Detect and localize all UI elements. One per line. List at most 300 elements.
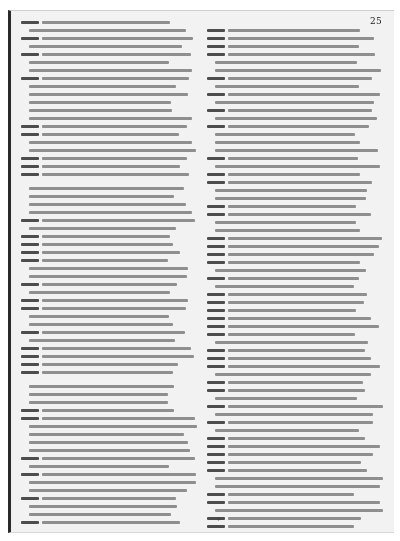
directory-entry xyxy=(207,507,383,515)
entry-text-line xyxy=(42,243,173,246)
entry-text-line xyxy=(29,465,169,468)
entry-text-line xyxy=(228,261,360,264)
entry-surname-mark xyxy=(21,331,39,334)
directory-entry xyxy=(21,225,197,233)
entry-text-line xyxy=(42,457,195,460)
entry-surname-mark xyxy=(21,347,39,350)
entry-surname-mark xyxy=(207,173,225,176)
entry-text-line xyxy=(228,421,373,424)
entry-surname-mark xyxy=(21,219,39,222)
entry-text-line xyxy=(42,165,180,168)
directory-entry xyxy=(21,345,197,353)
entry-text-line xyxy=(42,37,193,40)
entry-text-line xyxy=(228,317,371,320)
entry-text-line xyxy=(29,101,171,104)
entry-text-line xyxy=(42,409,174,412)
entry-text-line xyxy=(29,449,190,452)
entry-text-line xyxy=(215,197,366,200)
entry-text-line xyxy=(29,195,174,198)
entry-text-line xyxy=(215,269,366,272)
directory-entry xyxy=(207,75,383,83)
entry-text-line xyxy=(42,53,191,56)
directory-entry xyxy=(207,459,383,467)
directory-entry xyxy=(21,313,197,321)
entry-surname-mark xyxy=(207,501,225,504)
entry-text-line xyxy=(29,141,192,144)
entry-text-line xyxy=(228,53,375,56)
directory-entry xyxy=(21,321,197,329)
entry-text-line xyxy=(228,493,354,496)
entry-text-line xyxy=(228,37,374,40)
entry-text-line xyxy=(42,133,179,136)
entry-text-line xyxy=(228,445,380,448)
directory-entry xyxy=(207,67,383,75)
entry-surname-mark xyxy=(21,133,39,136)
entry-surname-mark xyxy=(21,53,39,56)
entry-text-line xyxy=(42,497,176,500)
directory-entry xyxy=(21,257,197,265)
entry-surname-mark xyxy=(21,77,39,80)
directory-entry xyxy=(207,35,383,43)
directory-entry xyxy=(207,483,383,491)
directory-entry xyxy=(21,447,197,455)
directory-entry xyxy=(21,439,197,447)
entry-surname-mark xyxy=(207,333,225,336)
directory-entry xyxy=(21,329,197,337)
directory-entry xyxy=(21,35,197,43)
directory-entry xyxy=(21,431,197,439)
directory-entry xyxy=(207,91,383,99)
entry-text-line xyxy=(215,397,357,400)
directory-entry xyxy=(21,289,197,297)
entry-surname-mark xyxy=(21,21,39,24)
entry-text-line xyxy=(42,331,185,334)
directory-entry xyxy=(207,291,383,299)
directory-entry xyxy=(207,307,383,315)
directory-entry xyxy=(207,523,383,531)
entry-text-line xyxy=(215,229,360,232)
entry-text-line xyxy=(215,485,380,488)
directory-entry xyxy=(21,471,197,479)
directory-entry xyxy=(21,305,197,313)
directory-entry xyxy=(21,19,197,27)
directory-entry xyxy=(207,43,383,51)
entry-surname-mark xyxy=(21,409,39,412)
entry-text-line xyxy=(42,355,194,358)
entry-text-line xyxy=(228,245,379,248)
entry-text-line xyxy=(215,101,374,104)
entry-text-line xyxy=(42,473,196,476)
entry-surname-mark xyxy=(207,29,225,32)
entry-surname-mark xyxy=(207,37,225,40)
entry-surname-mark xyxy=(207,357,225,360)
entry-surname-mark xyxy=(207,205,225,208)
entry-surname-mark xyxy=(21,371,39,374)
directory-entry xyxy=(21,155,197,163)
entry-text-line xyxy=(29,267,188,270)
directory-column-left xyxy=(21,19,197,527)
entry-text-line xyxy=(29,203,186,206)
directory-entry xyxy=(21,519,197,527)
directory-entry xyxy=(207,131,383,139)
entry-text-line xyxy=(215,341,368,344)
entry-text-line xyxy=(215,133,355,136)
directory-entry xyxy=(207,347,383,355)
entry-text-line xyxy=(228,213,371,216)
entry-text-line xyxy=(29,505,177,508)
entry-text-line xyxy=(42,125,187,128)
directory-entry xyxy=(21,415,197,423)
directory-entry xyxy=(207,355,383,363)
directory-entry xyxy=(21,353,197,361)
directory-entry xyxy=(21,83,197,91)
entry-surname-mark xyxy=(21,497,39,500)
directory-entry xyxy=(21,139,197,147)
entry-text-line xyxy=(215,149,378,152)
directory-entry xyxy=(21,171,197,179)
entry-text-line xyxy=(29,489,187,492)
entry-text-line xyxy=(228,277,359,280)
directory-entry xyxy=(207,403,383,411)
directory-entry xyxy=(21,463,197,471)
entry-text-line xyxy=(228,45,359,48)
entry-surname-mark xyxy=(207,349,225,352)
entry-text-line xyxy=(228,325,379,328)
entry-surname-mark xyxy=(207,93,225,96)
entry-text-line xyxy=(29,339,175,342)
directory-entry xyxy=(207,243,383,251)
directory-entry xyxy=(21,201,197,209)
entry-text-line xyxy=(228,357,371,360)
scanned-directory-page xyxy=(8,10,394,533)
directory-entry xyxy=(21,185,197,193)
entry-surname-mark xyxy=(21,173,39,176)
entry-surname-mark xyxy=(207,53,225,56)
entry-surname-mark xyxy=(21,125,39,128)
directory-entry xyxy=(21,361,197,369)
entry-surname-mark xyxy=(21,259,39,262)
entry-text-line xyxy=(42,235,170,238)
entry-text-line xyxy=(42,371,173,374)
entry-surname-mark xyxy=(207,213,225,216)
entry-surname-mark xyxy=(21,251,39,254)
entry-text-line xyxy=(29,29,186,32)
directory-entry xyxy=(21,487,197,495)
directory-entry xyxy=(207,219,383,227)
directory-entry xyxy=(21,51,197,59)
directory-entry xyxy=(207,179,383,187)
directory-entry xyxy=(207,475,383,483)
directory-entry xyxy=(207,235,383,243)
directory-entry xyxy=(21,123,197,131)
entry-surname-mark xyxy=(21,235,39,238)
entry-text-line xyxy=(228,461,361,464)
entry-text-line xyxy=(215,85,359,88)
entry-surname-mark xyxy=(21,473,39,476)
directory-entry xyxy=(21,503,197,511)
entry-text-line xyxy=(228,333,355,336)
directory-entry xyxy=(207,283,383,291)
entry-text-line xyxy=(228,525,354,528)
entry-text-line xyxy=(42,299,188,302)
entry-text-line xyxy=(29,481,196,484)
entry-text-line xyxy=(228,349,365,352)
directory-entry xyxy=(21,233,197,241)
entry-text-line xyxy=(228,389,365,392)
directory-entry xyxy=(21,249,197,257)
directory-entry xyxy=(207,163,383,171)
entry-text-line xyxy=(215,477,383,480)
directory-entry xyxy=(21,67,197,75)
directory-entry xyxy=(21,407,197,415)
entry-surname-mark xyxy=(207,245,225,248)
entry-text-line xyxy=(29,85,176,88)
entry-surname-mark xyxy=(207,381,225,384)
entry-text-line xyxy=(215,373,371,376)
entry-surname-mark xyxy=(207,301,225,304)
directory-entry xyxy=(21,27,197,35)
entry-text-line xyxy=(228,77,372,80)
entry-surname-mark xyxy=(21,37,39,40)
directory-entry xyxy=(207,419,383,427)
entry-text-line xyxy=(215,509,383,512)
directory-entry xyxy=(21,391,197,399)
entry-text-line xyxy=(29,425,197,428)
directory-entry xyxy=(21,217,197,225)
entry-text-line xyxy=(42,417,195,420)
entry-text-line xyxy=(228,501,380,504)
entry-surname-mark xyxy=(207,421,225,424)
entry-text-line xyxy=(228,301,364,304)
entry-text-line xyxy=(228,29,360,32)
entry-text-line xyxy=(29,211,192,214)
entry-surname-mark xyxy=(21,165,39,168)
entry-text-line xyxy=(228,173,360,176)
directory-entry xyxy=(207,331,383,339)
entry-surname-mark xyxy=(207,277,225,280)
entry-text-line xyxy=(42,251,180,254)
directory-entry xyxy=(21,193,197,201)
entry-surname-mark xyxy=(207,317,225,320)
directory-entry xyxy=(207,395,383,403)
directory-entry xyxy=(207,427,383,435)
directory-entry xyxy=(21,369,197,377)
entry-text-line xyxy=(215,141,360,144)
entry-surname-mark xyxy=(207,109,225,112)
entry-text-line xyxy=(42,173,189,176)
entry-text-line xyxy=(29,149,196,152)
directory-entry xyxy=(207,123,383,131)
directory-entry xyxy=(21,43,197,51)
entry-surname-mark xyxy=(21,363,39,366)
directory-entry xyxy=(207,299,383,307)
directory-entry xyxy=(21,337,197,345)
entry-surname-mark xyxy=(21,299,39,302)
directory-entry xyxy=(207,107,383,115)
entry-text-line xyxy=(42,259,168,262)
entry-text-line xyxy=(215,221,356,224)
entry-surname-mark xyxy=(21,307,39,310)
entry-surname-mark xyxy=(207,77,225,80)
directory-entry xyxy=(21,131,197,139)
directory-entry xyxy=(21,281,197,289)
directory-entry xyxy=(207,27,383,35)
directory-entry xyxy=(207,411,383,419)
entry-surname-mark xyxy=(207,389,225,392)
entry-text-line xyxy=(42,283,177,286)
directory-entry xyxy=(207,251,383,259)
entry-surname-mark xyxy=(21,157,39,160)
entry-text-line xyxy=(215,117,377,120)
entry-text-line xyxy=(29,227,176,230)
directory-entry xyxy=(21,511,197,519)
directory-entry xyxy=(21,241,197,249)
entry-surname-mark xyxy=(207,157,225,160)
entry-text-line xyxy=(29,109,172,112)
entry-text-line xyxy=(228,253,374,256)
entry-text-line xyxy=(42,347,191,350)
directory-entry xyxy=(21,91,197,99)
entry-surname-mark xyxy=(207,517,225,520)
directory-entry xyxy=(21,423,197,431)
directory-entry xyxy=(207,187,383,195)
entry-surname-mark xyxy=(207,365,225,368)
entry-surname-mark xyxy=(207,493,225,496)
entry-text-line xyxy=(29,275,187,278)
directory-entry xyxy=(207,267,383,275)
entry-text-line xyxy=(42,219,195,222)
directory-entry xyxy=(207,363,383,371)
directory-entry xyxy=(207,379,383,387)
directory-entry xyxy=(21,455,197,463)
entry-text-line xyxy=(29,393,168,396)
entry-surname-mark xyxy=(21,417,39,420)
directory-entry xyxy=(207,339,383,347)
entry-text-line xyxy=(42,307,186,310)
entry-surname-mark xyxy=(207,453,225,456)
entry-surname-mark xyxy=(21,355,39,358)
entry-surname-mark xyxy=(21,457,39,460)
footnote-marker: * xyxy=(217,517,221,525)
directory-entry xyxy=(21,297,197,305)
entry-text-line xyxy=(215,429,359,432)
entry-text-line xyxy=(228,181,372,184)
entry-surname-mark xyxy=(21,283,39,286)
entry-surname-mark xyxy=(207,253,225,256)
entry-text-line xyxy=(29,187,184,190)
directory-entry xyxy=(21,107,197,115)
directory-entry xyxy=(21,99,197,107)
entry-text-line xyxy=(228,365,380,368)
directory-entry xyxy=(21,265,197,273)
entry-text-line xyxy=(228,125,369,128)
entry-text-line xyxy=(29,45,182,48)
entry-surname-mark xyxy=(207,293,225,296)
directory-entry xyxy=(21,163,197,171)
directory-entry xyxy=(21,495,197,503)
entry-text-line xyxy=(29,117,192,120)
directory-entry xyxy=(207,491,383,499)
directory-entry xyxy=(207,99,383,107)
entry-text-line xyxy=(228,109,372,112)
entry-text-line xyxy=(228,93,380,96)
entry-surname-mark xyxy=(207,461,225,464)
entry-text-line xyxy=(29,323,173,326)
entry-text-line xyxy=(228,309,356,312)
directory-entry xyxy=(21,273,197,281)
entry-surname-mark xyxy=(207,309,225,312)
directory-entry xyxy=(207,451,383,459)
entry-text-line xyxy=(215,189,367,192)
directory-entry xyxy=(207,59,383,67)
entry-surname-mark xyxy=(207,325,225,328)
directory-entry xyxy=(207,467,383,475)
entry-text-line xyxy=(215,285,354,288)
directory-entry xyxy=(21,479,197,487)
entry-text-line xyxy=(42,77,189,80)
entry-surname-mark xyxy=(207,405,225,408)
directory-entry xyxy=(21,147,197,155)
entry-surname-mark xyxy=(207,437,225,440)
entry-text-line xyxy=(228,453,373,456)
directory-entry xyxy=(21,115,197,123)
directory-entry xyxy=(21,399,197,407)
entry-text-line xyxy=(215,61,357,64)
entry-text-line xyxy=(29,513,171,516)
entry-text-line xyxy=(29,433,184,436)
entry-text-line xyxy=(42,157,187,160)
directory-entry xyxy=(207,139,383,147)
entry-text-line xyxy=(29,441,188,444)
directory-entry xyxy=(21,383,197,391)
entry-text-line xyxy=(29,385,174,388)
entry-text-line xyxy=(42,21,170,24)
directory-entry xyxy=(207,155,383,163)
entry-text-line xyxy=(215,165,380,168)
directory-entry xyxy=(207,315,383,323)
directory-entry xyxy=(21,59,197,67)
directory-entry xyxy=(207,195,383,203)
directory-entry xyxy=(207,211,383,219)
directory-entry xyxy=(21,209,197,217)
entry-text-line xyxy=(215,69,381,72)
directory-entry xyxy=(207,203,383,211)
directory-column-right xyxy=(207,27,383,531)
entry-text-line xyxy=(29,93,188,96)
entry-text-line xyxy=(228,469,367,472)
entry-text-line xyxy=(29,61,169,64)
entry-text-line xyxy=(42,363,178,366)
directory-entry xyxy=(207,435,383,443)
directory-entry xyxy=(207,115,383,123)
directory-entry xyxy=(207,227,383,235)
entry-surname-mark xyxy=(207,125,225,128)
directory-entry xyxy=(207,323,383,331)
entry-text-line xyxy=(42,521,180,524)
entry-surname-mark xyxy=(21,521,39,524)
directory-entry xyxy=(207,371,383,379)
entry-text-line xyxy=(29,315,169,318)
directory-entry xyxy=(207,83,383,91)
entry-text-line xyxy=(228,237,382,240)
entry-text-line xyxy=(215,413,373,416)
entry-text-line xyxy=(29,401,168,404)
entry-surname-mark xyxy=(207,469,225,472)
entry-text-line xyxy=(228,157,358,160)
entry-surname-mark xyxy=(207,181,225,184)
directory-entry xyxy=(207,499,383,507)
entry-text-line xyxy=(228,405,383,408)
